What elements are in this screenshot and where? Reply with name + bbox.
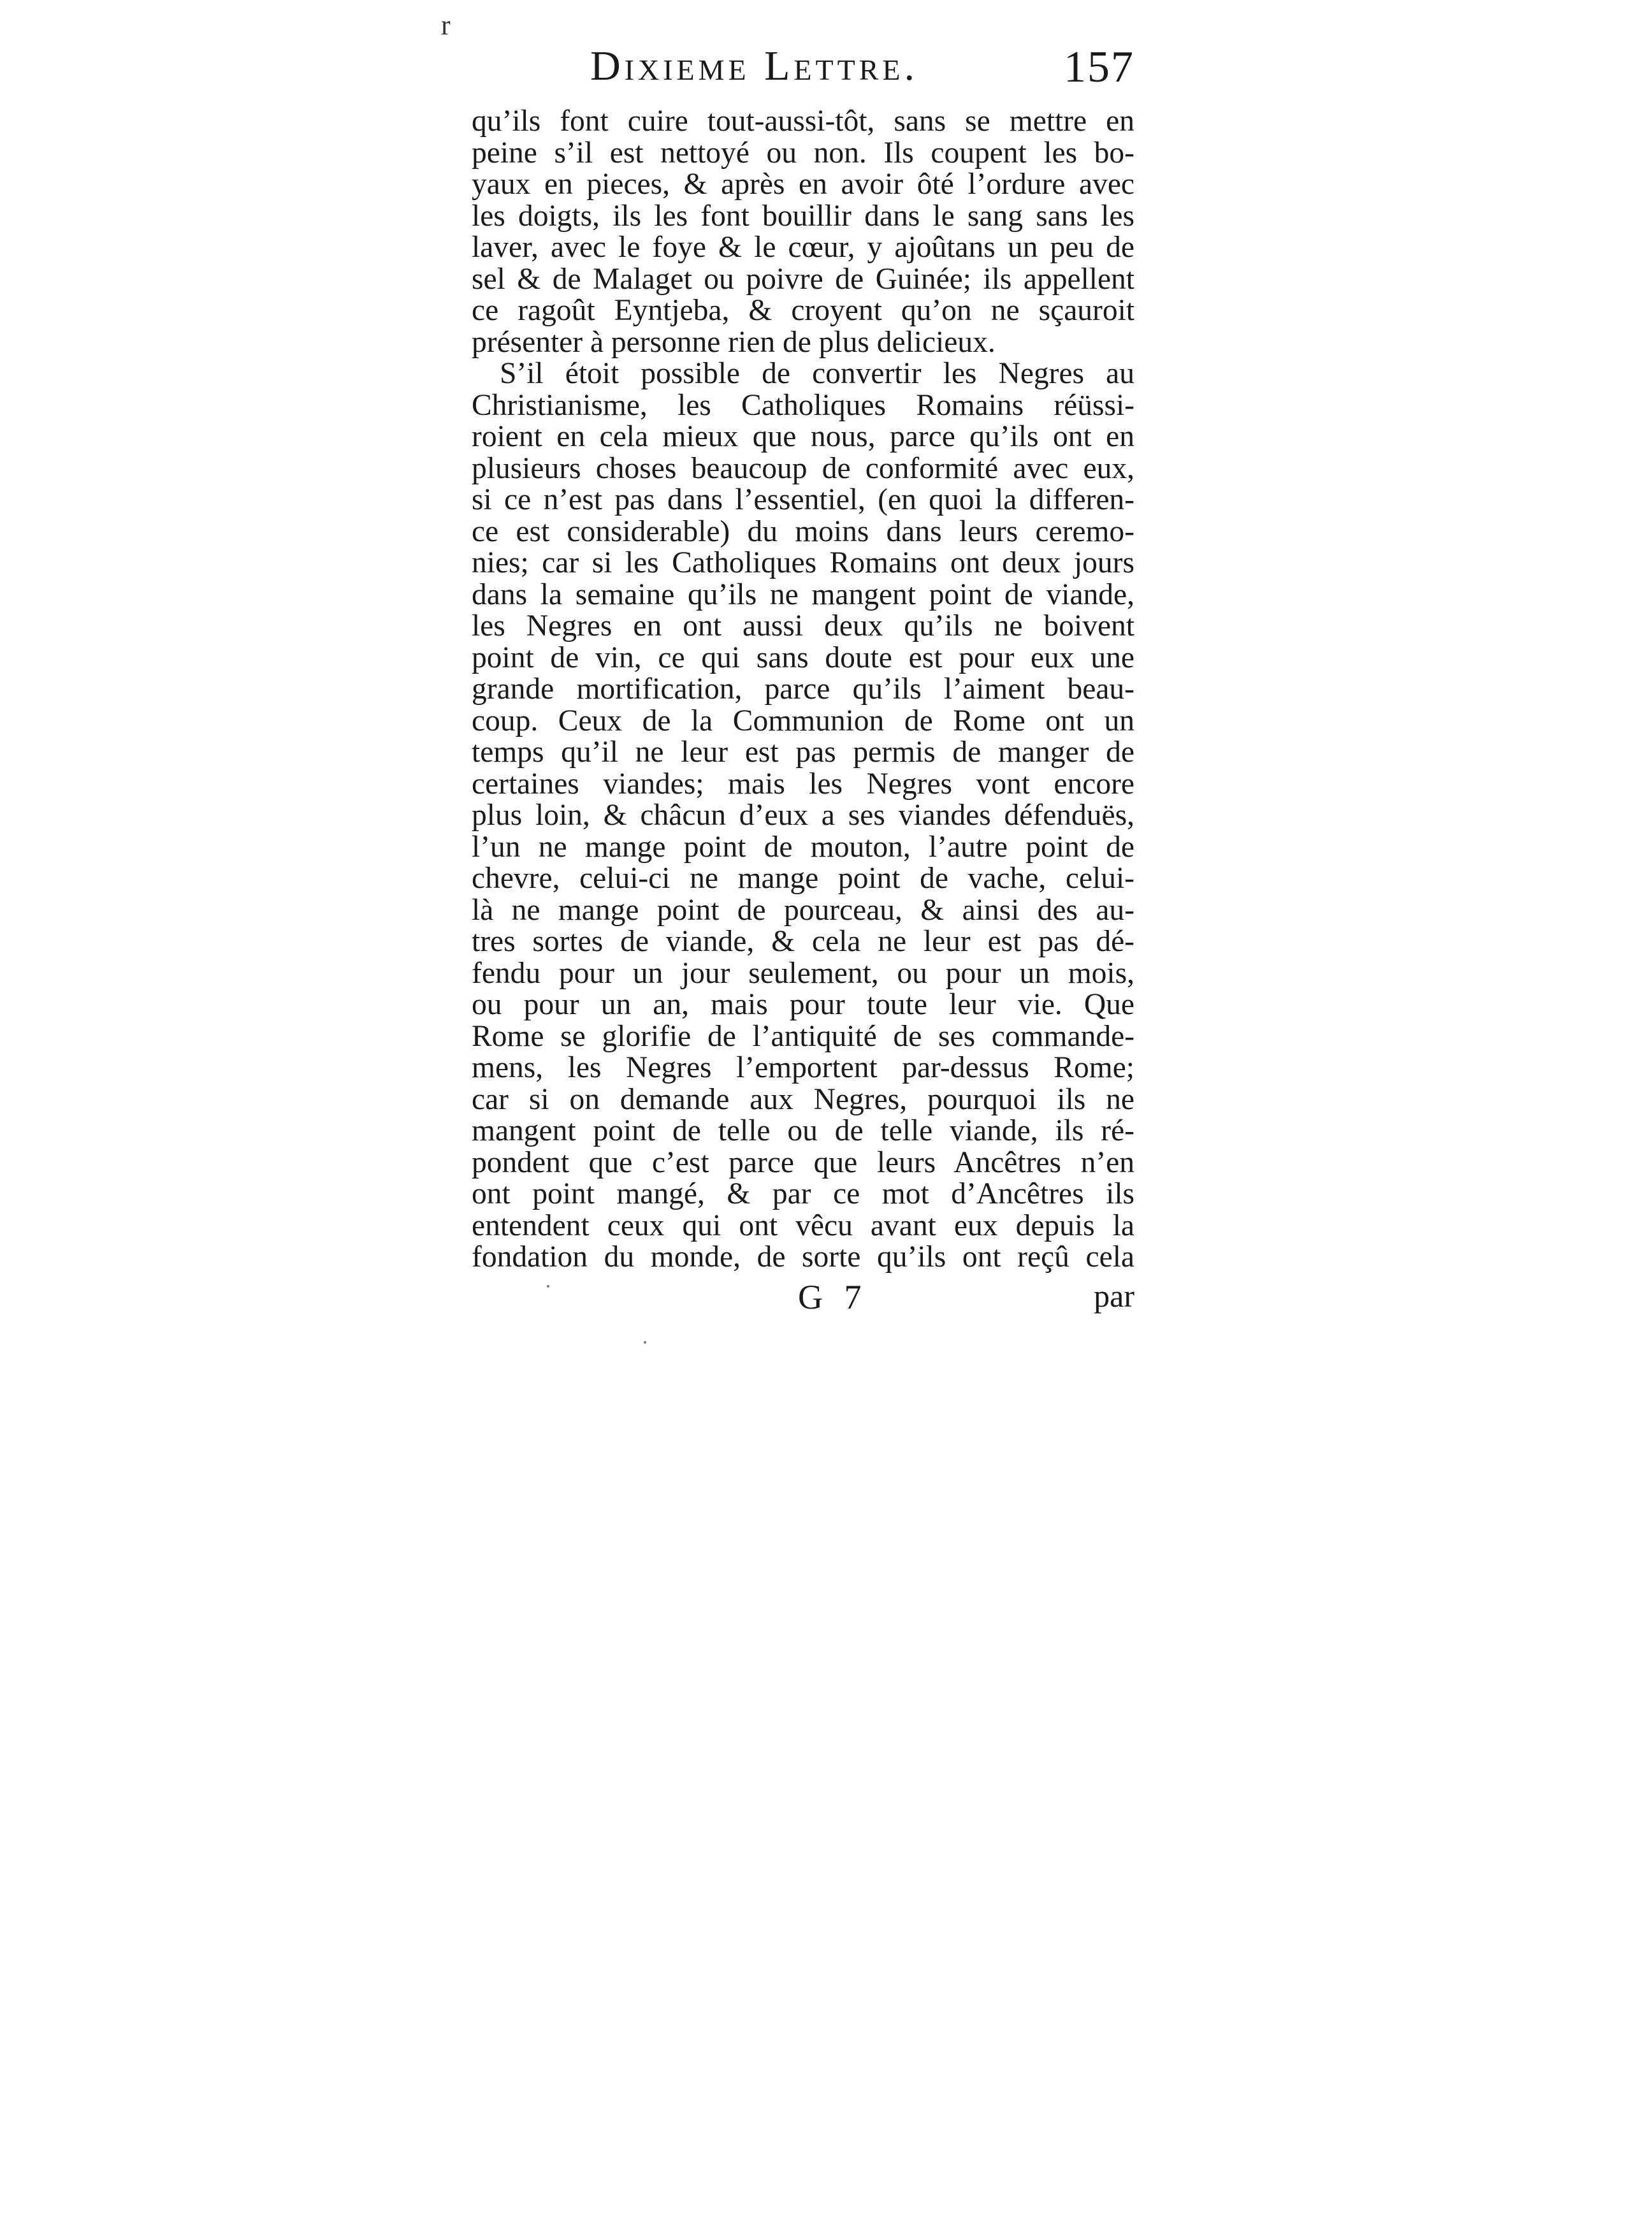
text-line: les doigts, ils les font bouillir dans le sang sans les (472, 199, 1134, 233)
signature-mark: G 7 (798, 1278, 868, 1316)
text-line: roient en cela mieux que nous, parce qu’ils ont en (472, 420, 1134, 453)
text-line: Christianisme, les Catholiques Romains réüssi- (472, 388, 1134, 422)
text-line: ont point mangé, & par ce mot d’Ancêtres ils (472, 1177, 1134, 1210)
text-line: l’un ne mange point de mouton, l’autre point de (472, 830, 1134, 864)
text-line: si ce n’est pas dans l’essentiel, (en quoi la differen- (472, 483, 1134, 516)
text-line: car si on demande aux Negres, pourquoi ils ne (472, 1082, 1134, 1116)
text-line: qu’ils font cuire tout-aussi-tôt, sans se mettre en (472, 105, 1134, 138)
text-line: les Negres en ont aussi deux qu’ils ne boivent (472, 609, 1134, 642)
corner-mark: r (441, 10, 451, 41)
text-line: chevre, celui-ci ne mange point de vache, celui- (472, 862, 1134, 895)
page-footer (472, 1277, 1134, 1328)
ink-speck (547, 1285, 549, 1288)
text-line: yaux en pieces, & après en avoir ôté l’ordure avec (472, 168, 1134, 201)
text-line: fondation du monde, de sorte qu’ils ont reçû cela (472, 1240, 1134, 1274)
text-line: laver, avec le foye & le cœur, y ajoûtans un peu de (472, 231, 1134, 264)
text-line: là ne mange point de pourceau, & ainsi des au- (472, 893, 1134, 927)
text-line: entendent ceux qui ont vêcu avant eux depuis la (472, 1209, 1134, 1242)
catchword: par (1094, 1278, 1134, 1314)
text-line: présenter à personne rien de plus delicieux. (472, 325, 996, 359)
text-line: fendu pour un jour seulement, ou pour un mois, (472, 956, 1134, 990)
text-line: temps qu’il ne leur est pas permis de manger de (472, 736, 1134, 769)
text-line: point de vin, ce qui sans doute est pour eux une (472, 641, 1134, 674)
running-head: Dixieme Lettre. (590, 43, 919, 89)
text-line: plusieurs choses beaucoup de conformité avec eux, (472, 451, 1134, 485)
page-header (472, 42, 1134, 99)
text-line: sel & de Malaget ou poivre de Guinée; ils appellent (472, 262, 1134, 296)
text-line: peine s’il est nettoyé ou non. Ils coupent les bo- (472, 136, 1134, 170)
text-line: mangent point de telle ou de telle viande, ils ré- (472, 1114, 1134, 1147)
text-line: pondent que c’est parce que leurs Ancêtres n’en (472, 1145, 1134, 1179)
text-line: ce est considerable) du moins dans leurs ceremo- (472, 514, 1134, 548)
text-line: grande mortification, parce qu’ils l’aiment beau- (472, 672, 1134, 706)
body-text (472, 106, 1134, 1274)
text-line: ou pour un an, mais pour toute leur vie. Que (472, 988, 1134, 1021)
text-line: ce ragoût Eyntjeba, & croyent qu’on ne sçauroit (472, 294, 1134, 327)
ink-speck (644, 1341, 646, 1344)
text-line: mens, les Negres l’emportent par-dessus Rome; (472, 1051, 1134, 1084)
text-line: coup. Ceux de la Communion de Rome ont un (472, 704, 1134, 737)
paragraph-start-line: S’il étoit possible de convertir les Negres au (500, 357, 1134, 390)
page-number: 157 (1064, 43, 1134, 92)
text-line: dans la semaine qu’ils ne mangent point de viande, (472, 577, 1134, 611)
text-line: Rome se glorifie de l’antiquité de ses commande- (472, 1019, 1134, 1053)
text-line: plus loin, & châcun d’eux a ses viandes défenduës, (472, 799, 1134, 832)
text-line: tres sortes de viande, & cela ne leur est pas dé- (472, 925, 1134, 958)
text-line: certaines viandes; mais les Negres vont encore (472, 767, 1134, 801)
text-line: nies; car si les Catholiques Romains ont deux jours (472, 546, 1134, 579)
